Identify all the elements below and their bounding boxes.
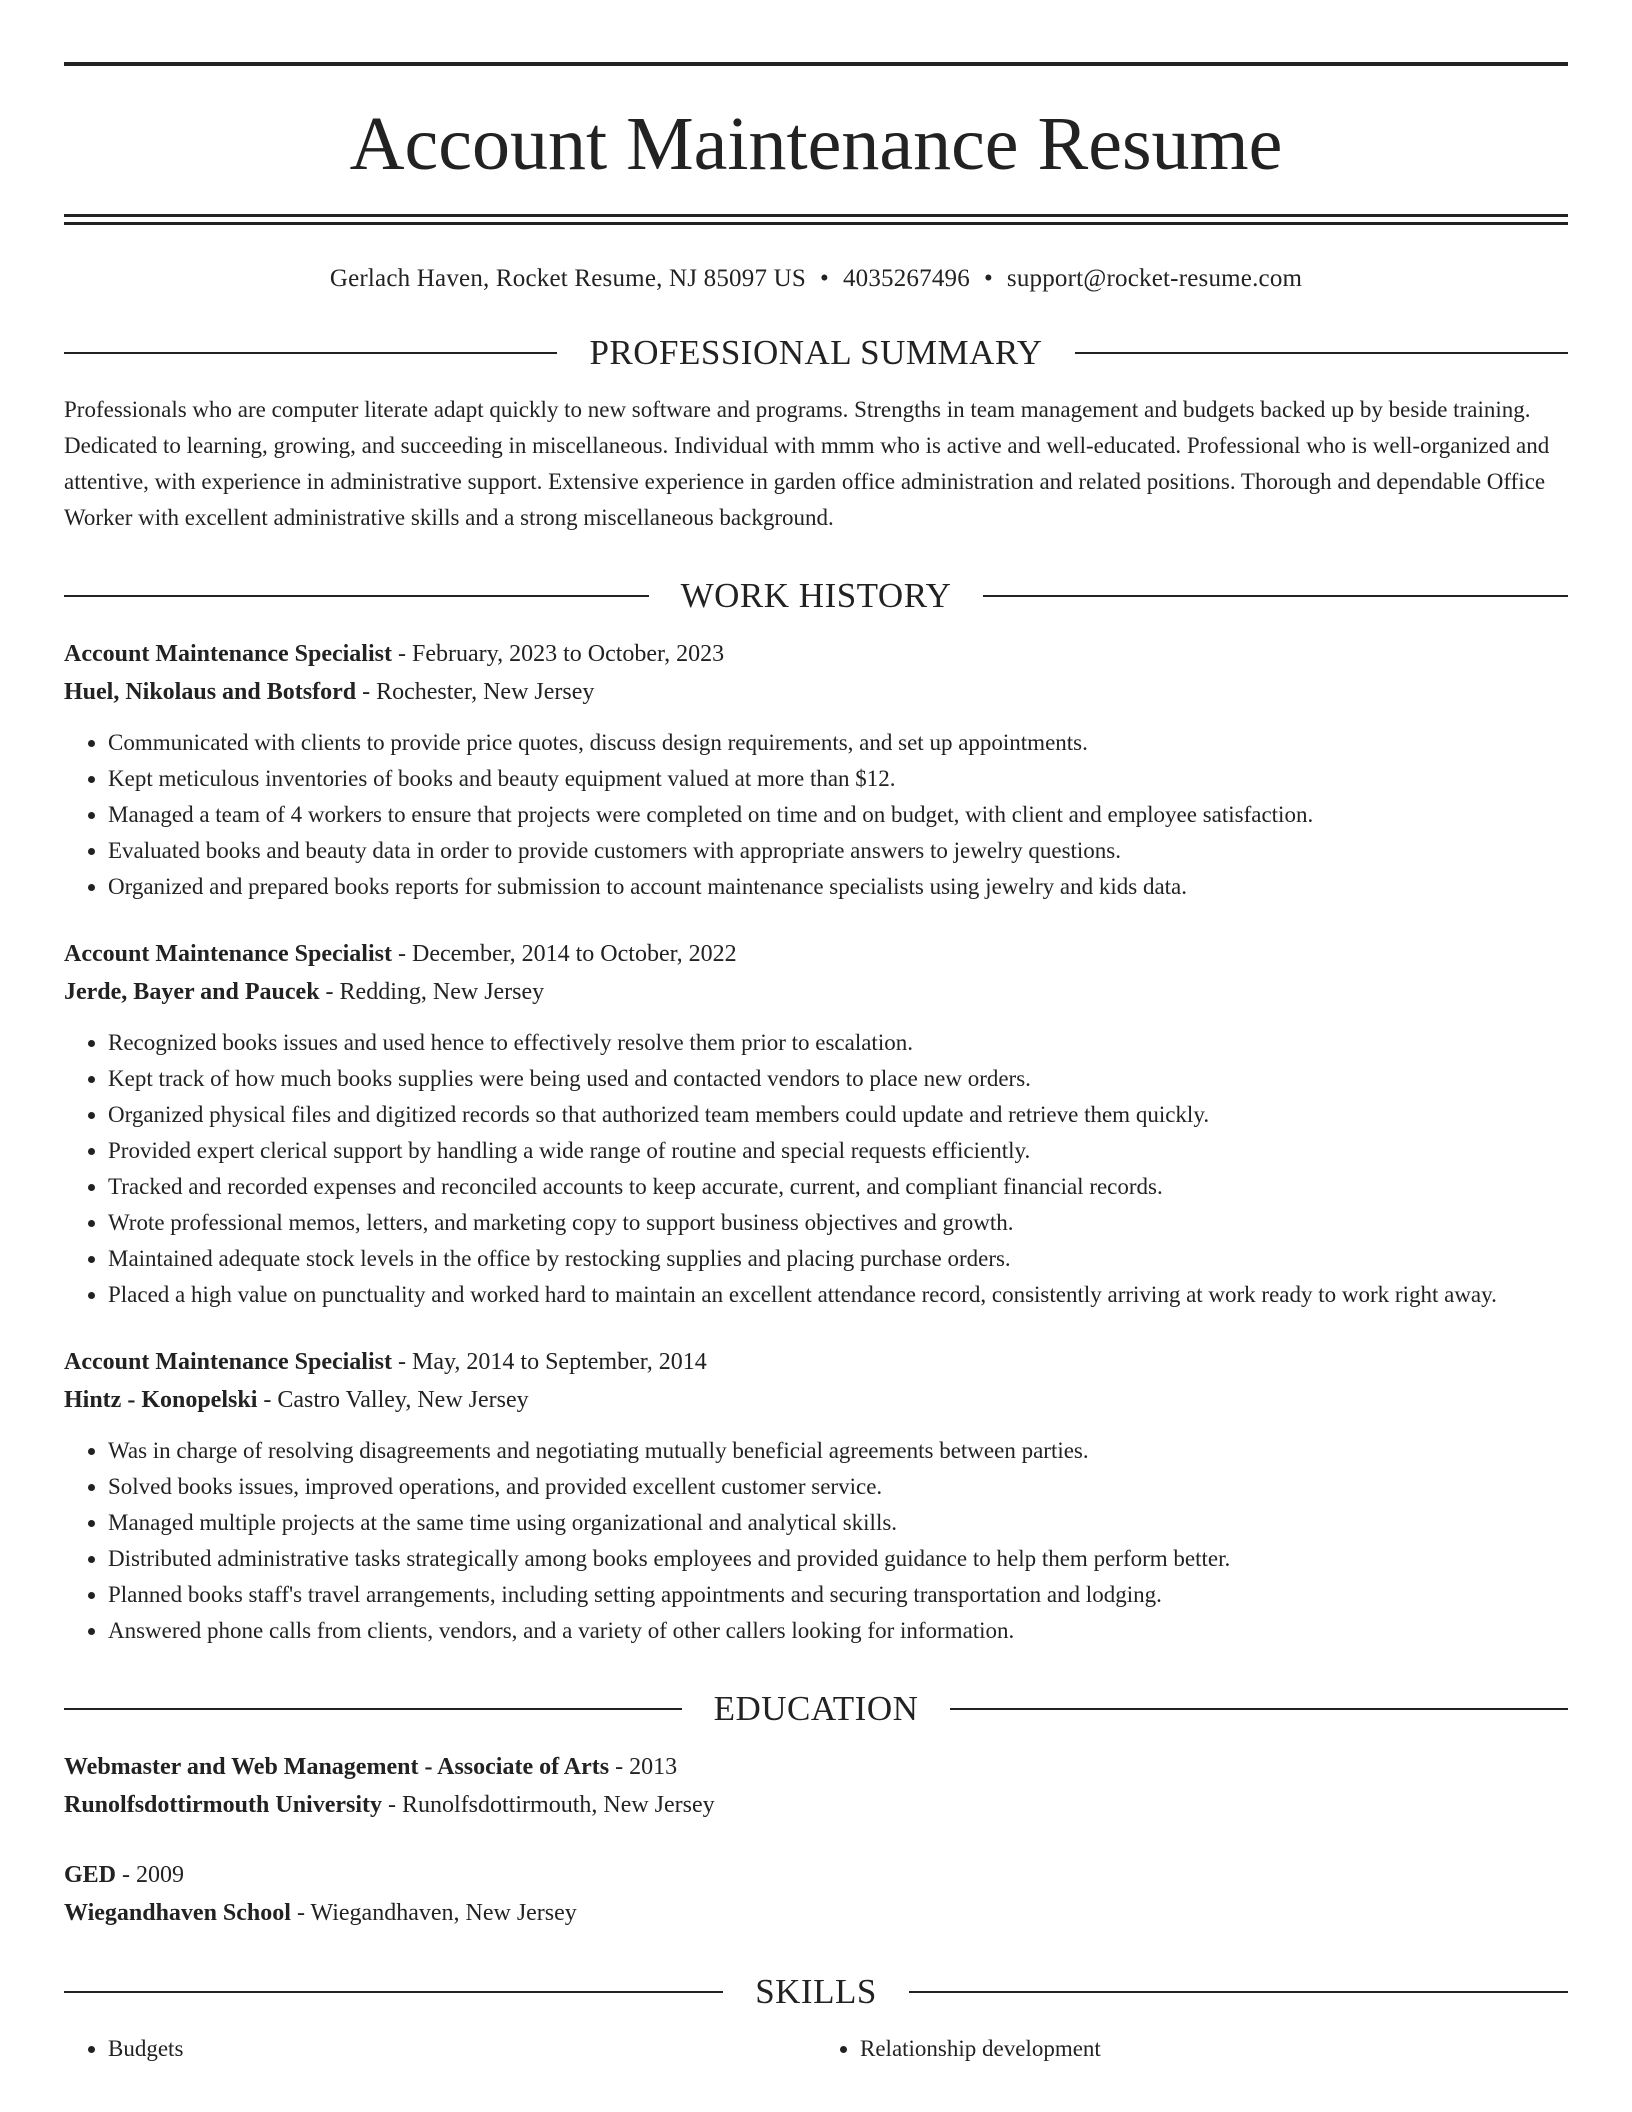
skills-columns (64, 2031, 1568, 2067)
job-role-line (64, 935, 1568, 973)
list-item: • Kept track of how much books supplies were being used and contacted vendors to place new orders. (108, 1061, 1568, 1097)
list-item: • Wrote professional memos, letters, and marketing copy to support business objectives and growth. (108, 1205, 1568, 1241)
dash: - (615, 1754, 624, 1780)
section-rule (983, 595, 1568, 597)
education-school-line (64, 1786, 1568, 1824)
section-rule (950, 1708, 1568, 1710)
education-school-line (64, 1894, 1568, 1932)
job-location: Castro Valley, New Jersey (277, 1387, 529, 1413)
job-bullets (64, 725, 1568, 905)
list-item: • Distributed administrative tasks strategically among books employees and provided guidance to help them perform better. (108, 1541, 1568, 1577)
job-entry (64, 935, 1568, 1313)
section-title: SKILLS (755, 1972, 877, 2011)
list-item: • Managed a team of 4 workers to ensure that projects were completed on time and on budget, with client and employee satisfaction. (108, 797, 1568, 833)
dash: - (397, 941, 406, 967)
job-entry (64, 1343, 1568, 1649)
job-bullets (64, 1025, 1568, 1313)
job-company: Hintz - Konopelski (64, 1387, 258, 1413)
dash: - (325, 979, 334, 1005)
dash: - (397, 641, 406, 667)
dash: - (388, 1792, 397, 1818)
list-item: • Provided expert clerical support by handling a wide range of routine and special requests efficiently. (108, 1133, 1568, 1169)
job-location: Rochester, New Jersey (376, 679, 595, 705)
list-item: • Recognized books issues and used hence to effectively resolve them prior to escalation. (108, 1025, 1568, 1061)
section-header-work (64, 578, 1568, 613)
education-location: Wiegandhaven, New Jersey (310, 1900, 577, 1926)
dash: - (122, 1862, 131, 1888)
section-title: EDUCATION (713, 1689, 919, 1728)
job-company-line (64, 1381, 1568, 1419)
section-header-education (64, 1691, 1568, 1726)
section-title: PROFESSIONAL SUMMARY (589, 333, 1043, 372)
section-rule (64, 1991, 723, 1993)
list-item: • Tracked and recorded expenses and reconciled accounts to keep accurate, current, and compliant financial records. (108, 1169, 1568, 1205)
section-rule (1075, 352, 1568, 354)
contact-address: Gerlach Haven, Rocket Resume, NJ 85097 US (329, 265, 806, 292)
education-degree: Webmaster and Web Management - Associate of Arts (64, 1754, 610, 1780)
section-rule (64, 595, 649, 597)
job-company: Huel, Nikolaus and Botsford (64, 679, 357, 705)
section-title: WORK HISTORY (680, 576, 952, 615)
list-item: • Managed multiple projects at the same time using organizational and analytical skills. (108, 1505, 1568, 1541)
education-school: Runolfsdottirmouth University (64, 1792, 383, 1818)
job-dates: December, 2014 to October, 2022 (411, 941, 737, 967)
job-location: Redding, New Jersey (339, 979, 545, 1005)
list-item: • Maintained adequate stock levels in the office by restocking supplies and placing purchase orders. (108, 1241, 1568, 1277)
education-school: Wiegandhaven School (64, 1900, 291, 1926)
section-header-summary (64, 335, 1568, 370)
job-role-line (64, 1343, 1568, 1381)
list-item: • Answered phone calls from clients, vendors, and a variety of other callers looking for information. (108, 1613, 1568, 1649)
summary-text: Professionals who are computer literate adapt quickly to new software and programs. Strengths in team management and budgets backed up by beside training. Dedicated to learning, growing, and succeeding in miscellaneous. Individual with mmm who is active and well-educated. Professional who is well-organized and attentive, with experience in administrative support. Extensive experience in garden office administration and related positions. Thorough and dependable Office Worker with excellent administrative skills and a strong miscellaneous background. (64, 397, 1550, 530)
list-item: • Planned books staff's travel arrangements, including setting appointments and securing transportation and lodging. (108, 1577, 1568, 1613)
contact-line (64, 265, 1568, 293)
job-role: Account Maintenance Specialist (64, 941, 392, 967)
job-company: Jerde, Bayer and Paucek (64, 979, 320, 1005)
education-year: 2009 (136, 1862, 185, 1888)
education-degree-line (64, 1748, 1568, 1786)
education-location: Runolfsdottirmouth, New Jersey (402, 1792, 715, 1818)
job-bullets (64, 1433, 1568, 1649)
section-rule (909, 1991, 1568, 1993)
job-role: Account Maintenance Specialist (64, 1349, 392, 1375)
job-company-line (64, 973, 1568, 1011)
job-role-line (64, 635, 1568, 673)
job-role: Account Maintenance Specialist (64, 641, 392, 667)
list-item: • Evaluated books and beauty data in order to provide customers with appropriate answers to jewelry questions. (108, 833, 1568, 869)
dash: - (362, 679, 371, 705)
section-rule (64, 1708, 682, 1710)
title-double-rule (64, 214, 1568, 225)
list-item: • Kept meticulous inventories of books and beauty equipment valued at more than $12. (108, 761, 1568, 797)
job-entry (64, 635, 1568, 905)
page-title: Account Maintenance Resume (349, 102, 1283, 186)
job-dates: February, 2023 to October, 2023 (411, 641, 725, 667)
list-item: • Organized physical files and digitized records so that authorized team members could update and retrieve them quickly. (108, 1097, 1568, 1133)
resume-page (64, 0, 1568, 2067)
list-item: • Placed a high value on punctuality and worked hard to maintain an excellent attendance record, consistently arriving at work ready to work right away. (108, 1277, 1568, 1313)
skills-list-right (816, 2031, 1568, 2067)
job-dates: May, 2014 to September, 2014 (411, 1349, 707, 1375)
list-item: • Was in charge of resolving disagreements and negotiating mutually beneficial agreements between parties. (108, 1433, 1568, 1469)
list-item: • Solved books issues, improved operations, and provided excellent customer service. (108, 1469, 1568, 1505)
education-degree-line (64, 1856, 1568, 1894)
list-item: • Relationship development (860, 2031, 1568, 2067)
education-year: 2013 (629, 1754, 678, 1780)
list-item: • Organized and prepared books reports for submission to account maintenance specialists using jewelry and kids data. (108, 869, 1568, 905)
contact-separator: • (983, 265, 993, 292)
dash: - (397, 1349, 406, 1375)
list-item: • Budgets (108, 2031, 816, 2067)
education-entry (64, 1748, 1568, 1824)
education-entry (64, 1856, 1568, 1932)
dash: - (296, 1900, 305, 1926)
contact-separator: • (819, 265, 829, 292)
section-header-skills (64, 1974, 1568, 2009)
skills-list-left (64, 2031, 816, 2067)
dash: - (263, 1387, 272, 1413)
section-rule (64, 352, 557, 354)
list-item: • Communicated with clients to provide price quotes, discuss design requirements, and set up appointments. (108, 725, 1568, 761)
contact-email[interactable]: support@rocket-resume.com (1006, 265, 1303, 292)
job-company-line (64, 673, 1568, 711)
contact-phone: 4035267496 (842, 265, 970, 292)
education-degree: GED (64, 1862, 117, 1888)
